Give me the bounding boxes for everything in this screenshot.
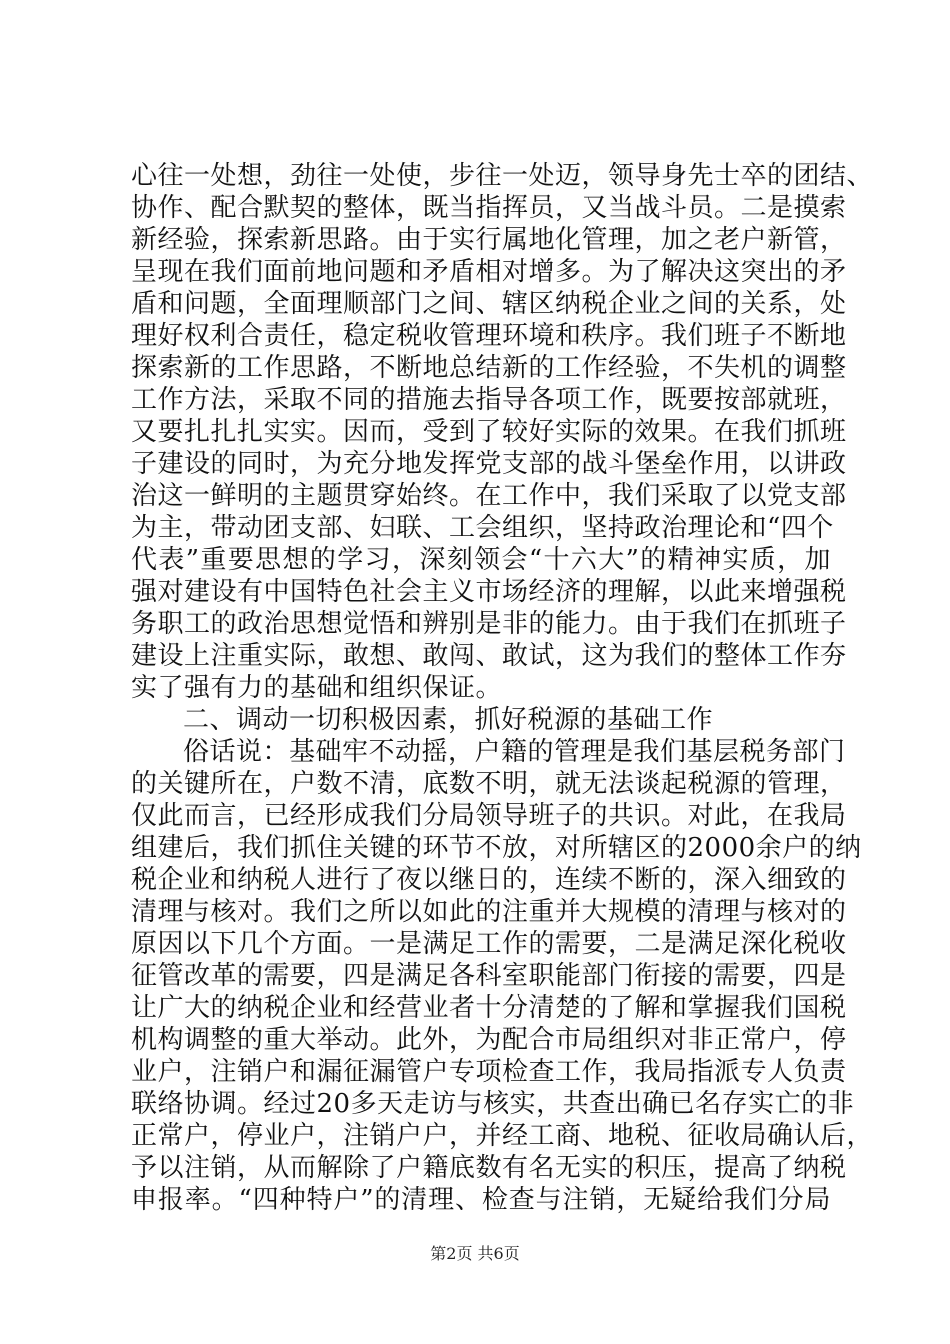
text-line: 清理与核对。我们之所以如此的注重并大规模的清理与核对的 bbox=[131, 897, 847, 927]
text-line: 的关键所在，户数不清，底数不明，就无法谈起税源的管理， bbox=[131, 769, 847, 799]
text-line: 申报率。“四种特户”的清理、检查与注销，无疑给我们分局 bbox=[131, 1185, 831, 1215]
text-line: 理好权利合责任，稳定税收管理环境和秩序。我们班子不断地 bbox=[131, 321, 847, 351]
text-line: 建设上注重实际，敢想、敢闯、敢试，这为我们的整体工作夯 bbox=[131, 641, 847, 671]
text-line: 强对建设有中国特色社会主义市场经济的理解，以此来增强税 bbox=[131, 577, 847, 607]
text-line: 予以注销，从而解除了户籍底数有名无实的积压，提高了纳税 bbox=[131, 1153, 847, 1183]
text-line: 正常户，停业户，注销户户，并经工商、地税、征收局确认后， bbox=[131, 1121, 874, 1151]
text-line: 治这一鲜明的主题贯穿始终。在工作中，我们采取了以党支部 bbox=[131, 481, 847, 511]
text-line: 让广大的纳税企业和经营业者十分清楚的了解和掌握我们国税 bbox=[131, 993, 847, 1023]
text-line: 组建后，我们抓住关键的环节不放，对所辖区的2000余户的纳 bbox=[131, 833, 862, 863]
text-line: 仅此而言，已经形成我们分局领导班子的共识。对此，在我局 bbox=[131, 801, 847, 831]
text-line: 税企业和纳税人进行了夜以继日的，连续不断的，深入细致的 bbox=[131, 865, 847, 895]
page-number: 第2页 共6页 bbox=[430, 1244, 520, 1263]
text-line: 协作、配合默契的整体，既当指挥员，又当战斗员。二是摸索 bbox=[131, 193, 847, 223]
text-line: 又要扎扎扎实实。因而，受到了较好实际的效果。在我们抓班 bbox=[131, 417, 847, 447]
text-line: 原因以下几个方面。一是满足工作的需要，二是满足深化税收 bbox=[131, 929, 847, 959]
document-body bbox=[131, 160, 874, 1216]
text-line: 呈现在我们面前地问题和矛盾相对增多。为了解决这突出的矛 bbox=[131, 257, 847, 287]
page-footer bbox=[0, 1244, 950, 1264]
text-line: 工作方法，采取不同的措施去指导各项工作，既要按部就班， bbox=[131, 385, 847, 415]
text-line: 实了强有力的基础和组织保证。 bbox=[131, 673, 503, 703]
text-line: 代表”重要思想的学习，深刻领会“十六大”的精神实质，加 bbox=[131, 545, 831, 575]
text-line: 为主，带动团支部、妇联、工会组织，坚持政治理论和“四个 bbox=[131, 513, 834, 543]
text-line: 心往一处想，劲往一处使，步往一处迈，领导身先士卒的团结、 bbox=[131, 161, 874, 191]
text-line: 探索新的工作思路，不断地总结新的工作经验，不失机的调整 bbox=[131, 353, 847, 383]
text-line: 机构调整的重大举动。此外，为配合市局组织对非正常户，停 bbox=[131, 1025, 847, 1055]
text-line: 务职工的政治思想觉悟和辨别是非的能力。由于我们在抓班子 bbox=[131, 609, 847, 639]
paragraph-first-line: 俗话说：基础牢不动摇，户籍的管理是我们基层税务部门 bbox=[183, 737, 846, 767]
section-heading: 二、调动一切积极因素，抓好税源的基础工作 bbox=[183, 705, 714, 735]
text-line: 征管改革的需要，四是满足各科室职能部门衔接的需要，四是 bbox=[131, 961, 847, 991]
text-line: 新经验，探索新思路。由于实行属地化管理，加之老户新管， bbox=[131, 225, 847, 255]
text-line: 盾和问题，全面理顺部门之间、辖区纳税企业之间的关系，处 bbox=[131, 289, 847, 319]
text-line: 联络协调。经过20多天走访与核实，共查出确已名存实亡的非 bbox=[131, 1089, 855, 1119]
text-line: 子建设的同时，为充分地发挥党支部的战斗堡垒作用，以讲政 bbox=[131, 449, 847, 479]
text-line: 业户，注销户和漏征漏管户专项检查工作，我局指派专人负责 bbox=[131, 1057, 847, 1087]
